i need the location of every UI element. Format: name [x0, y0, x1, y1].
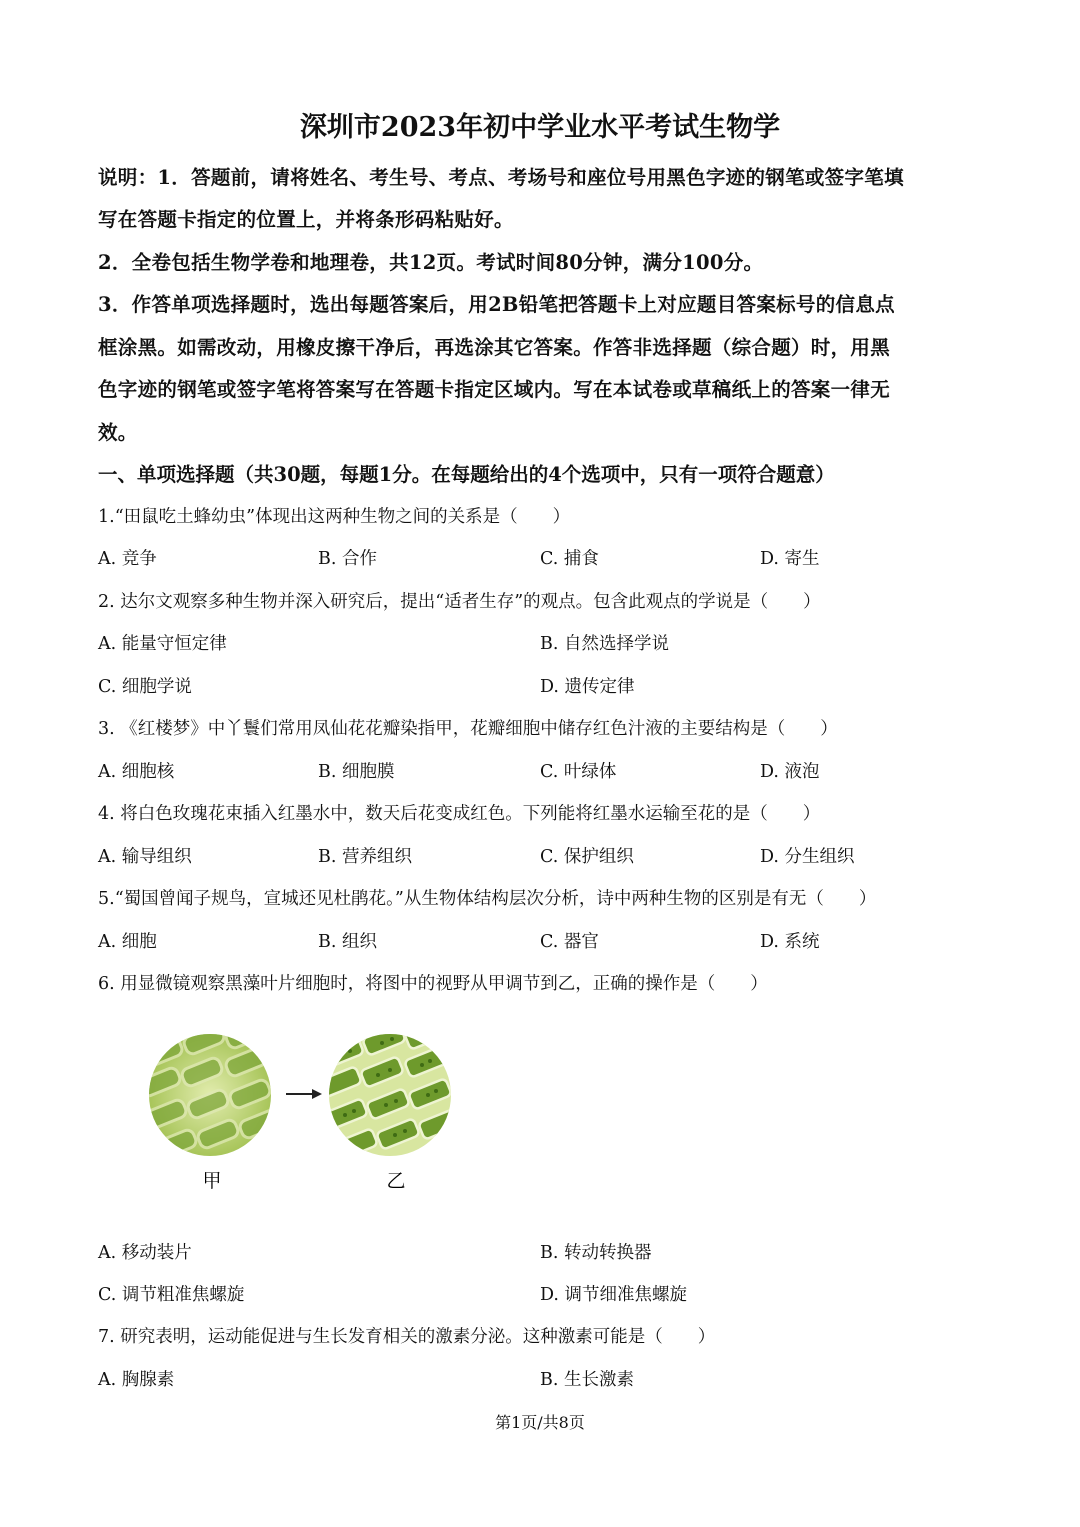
- question-4-option-d: D. 分生组织: [760, 847, 855, 867]
- figure-label-jia: 甲: [202, 1170, 222, 1192]
- question-2-stem: 2. 达尔文观察多种生物并深入研究后，提出“适者生存”的观点。包含此观点的学说是（ ）: [98, 592, 821, 612]
- question-5-option-d: D. 系统: [760, 932, 820, 952]
- question-1-option-d: D. 寄生: [760, 549, 820, 569]
- microscope-view-figure: [140, 1025, 470, 1200]
- arrow-right-icon: [286, 1089, 322, 1099]
- question-6-option-b: B. 转动转换器: [540, 1243, 652, 1263]
- question-7-option-b: B. 生长激素: [540, 1370, 634, 1390]
- question-3-option-d: D. 液泡: [760, 762, 820, 782]
- question-4-option-c: C. 保护组织: [540, 847, 634, 867]
- question-1-stem: 1.“田鼠吃土蜂幼虫”体现出这两种生物之间的关系是（ ）: [98, 507, 571, 527]
- instruction-line-3: 2．全卷包括生物学卷和地理卷，共12页。考试时间80分钟，满分100分。: [98, 251, 764, 274]
- question-5-stem: 5.“蜀国曾闻子规鸟，宣城还见杜鹃花。”从生物体结构层次分析，诗中两种生物的区别是有无（ ）: [98, 889, 877, 909]
- page-footer: 第1页/共8页: [495, 1413, 585, 1432]
- instruction-line-4: 3．作答单项选择题时，选出每题答案后，用2B铅笔把答题卡上对应题目答案标号的信息点: [98, 293, 895, 316]
- instruction-line-5: 框涂黑。如需改动，用橡皮擦干净后，再选涂其它答案。作答非选择题（综合题）时，用黑: [98, 336, 891, 359]
- question-2-option-b: B. 自然选择学说: [540, 634, 669, 654]
- question-5-option-c: C. 器官: [540, 932, 599, 952]
- question-3-option-b: B. 细胞膜: [318, 762, 395, 782]
- question-7-option-a: A. 胸腺素: [98, 1370, 175, 1390]
- question-7-stem: 7. 研究表明，运动能促进与生长发育相关的激素分泌。这种激素可能是（ ）: [98, 1327, 716, 1347]
- instruction-line-7: 效。: [98, 421, 138, 444]
- exam-title: 深圳市2023年初中学业水平考试生物学: [299, 112, 781, 143]
- question-6-option-d: D. 调节细准焦螺旋: [540, 1285, 688, 1305]
- question-6-stem: 6. 用显微镜观察黑藻叶片细胞时，将图中的视野从甲调节到乙，正确的操作是（ ）: [98, 974, 768, 994]
- question-1-option-c: C. 捕食: [540, 549, 599, 569]
- question-3-option-c: C. 叶绿体: [540, 762, 617, 782]
- question-3-stem: 3. 《红楼梦》中丫鬟们常用凤仙花花瓣染指甲，花瓣细胞中储存红色汁液的主要结构是（ ）: [98, 719, 838, 739]
- figure-label-yi: 乙: [386, 1170, 406, 1192]
- question-6-option-c: C. 调节粗准焦螺旋: [98, 1285, 245, 1305]
- section-heading: 一、单项选择题（共30题，每题1分。在每题给出的4个选项中，只有一项符合题意）: [98, 463, 835, 486]
- view-jia-circle: [140, 1025, 282, 1160]
- question-4-option-b: B. 营养组织: [318, 847, 412, 867]
- question-2-option-c: C. 细胞学说: [98, 677, 192, 697]
- question-3-option-a: A. 细胞核: [98, 762, 175, 782]
- question-1-option-b: B. 合作: [318, 549, 377, 569]
- question-6-option-a: A. 移动装片: [98, 1243, 192, 1263]
- question-4-option-a: A. 输导组织: [98, 847, 192, 867]
- question-5-option-b: B. 组织: [318, 932, 377, 952]
- question-5-option-a: A. 细胞: [98, 932, 157, 952]
- question-2-option-d: D. 遗传定律: [540, 677, 635, 697]
- instruction-line-6: 色字迹的钢笔或签字笔将答案写在答题卡指定区域内。写在本试卷或草稿纸上的答案一律无: [98, 378, 891, 401]
- instruction-line-2: 写在答题卡指定的位置上，并将条形码粘贴好。: [98, 208, 514, 231]
- instruction-line-1: 说明：1．答题前，请将姓名、考生号、考点、考场号和座位号用黑色字迹的钢笔或签字笔填: [98, 166, 904, 189]
- question-2-option-a: A. 能量守恒定律: [98, 634, 227, 654]
- question-1-option-a: A. 竞争: [98, 549, 157, 569]
- view-yi-circle: [318, 1025, 462, 1160]
- question-4-stem: 4. 将白色玫瑰花束插入红墨水中，数天后花变成红色。下列能将红墨水运输至花的是（ ）: [98, 804, 821, 824]
